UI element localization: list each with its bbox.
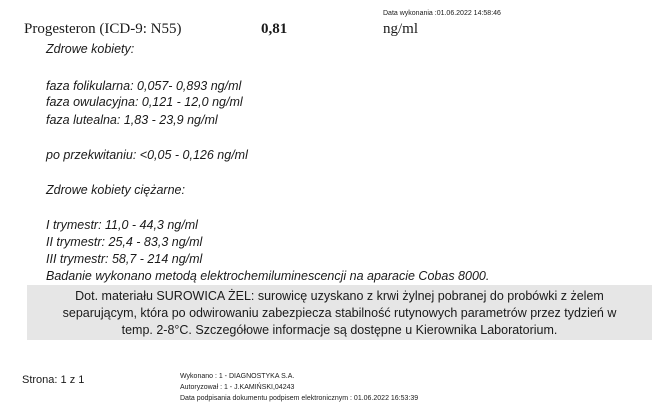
signature-date: Data podpisania dokumentu podpisem elektronicznym : 01.06.2022 16:53:39 <box>180 395 419 402</box>
reference-postmenopausal: po przekwitaniu: <0,05 - 0,126 ng/ml <box>46 148 248 162</box>
sample-note-line: separującym, która po odwirowaniu zabezpiecza stabilność rutynowych parametrów przez tydzień w <box>62 306 617 320</box>
sample-note-line: Dot. materiału SUROWICA ŻEL: surowicę uzyskano z krwi żylnej pobranej do probówki z żelem <box>75 289 604 303</box>
result-unit: ng/ml <box>383 21 419 37</box>
sample-note-line: temp. 2-8°C. Szczegółowe informacje są dostępne u Kierownika Laboratorium. <box>121 323 558 337</box>
sample-note <box>27 288 652 339</box>
reference-trimester-3: III trymestr: 58,7 - 214 ng/ml <box>46 252 203 266</box>
reference-ovulatory: faza owulacyjna: 0,121 - 12,0 ng/ml <box>46 95 243 109</box>
execution-date: Data wykonania :01.06.2022 14:58:46 <box>383 10 501 17</box>
page-number: Strona: 1 z 1 <box>22 374 85 386</box>
test-name: Progesteron (ICD-9: N55) <box>24 21 182 37</box>
performed-by: Wykonano : 1 - DIAGNOSTYKA S.A. <box>180 373 295 380</box>
authorized-by: Autoryzował : 1 - J.KAMIŃSKI,04243 <box>180 384 295 391</box>
reference-heading-women: Zdrowe kobiety: <box>46 42 135 56</box>
result-value: 0,81 <box>261 21 288 37</box>
reference-luteal: faza lutealna: 1,83 - 23,9 ng/ml <box>46 113 218 127</box>
reference-follicular: faza folikularna: 0,057- 0,893 ng/ml <box>46 79 242 93</box>
reference-trimester-1: I trymestr: 11,0 - 44,3 ng/ml <box>46 218 198 232</box>
method-note: Badanie wykonano metodą elektrochemiluminescencji na aparacie Cobas 8000. <box>46 269 490 283</box>
reference-trimester-2: II trymestr: 25,4 - 83,3 ng/ml <box>46 235 203 249</box>
reference-heading-pregnant: Zdrowe kobiety ciężarne: <box>46 183 185 197</box>
